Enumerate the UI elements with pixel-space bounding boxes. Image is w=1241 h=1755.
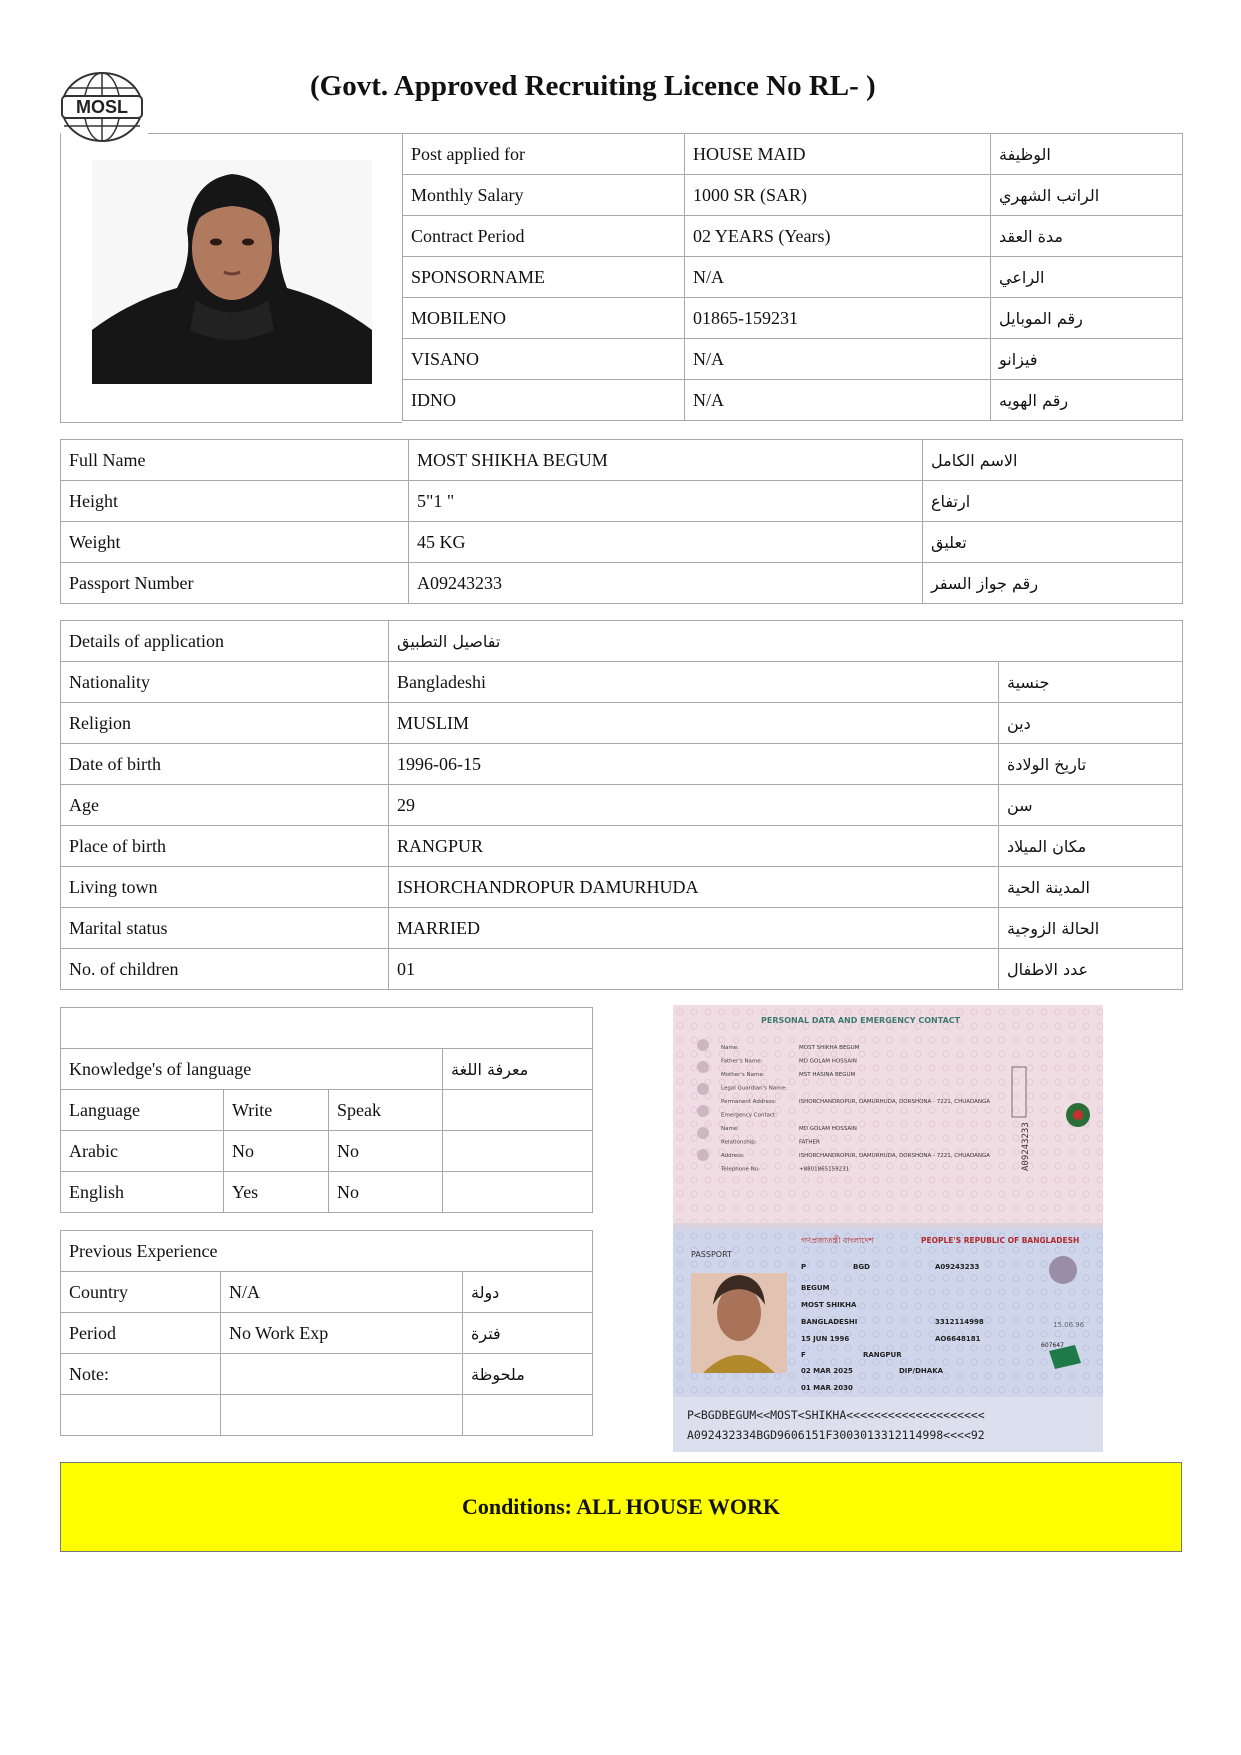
table-row: [403, 298, 1183, 339]
row-label: Full Name: [61, 440, 409, 481]
pp-field-value: MST HASINA BEGUM: [799, 1072, 856, 1078]
row-value: MUSLIM: [389, 703, 999, 744]
pp-field-value: ISHORCHANDROPUR, DAMURHUDA, DORSHONA - 7221, CHUADANGA: [799, 1153, 991, 1159]
blank-cell: [463, 1395, 593, 1436]
pp-field-label: Legal Guardian's Name:: [721, 1085, 787, 1092]
experience-title-row: [61, 1231, 593, 1272]
row-arabic-label: الاسم الكامل: [923, 440, 1183, 481]
pp-issue-date: 02 MAR 2025: [801, 1367, 853, 1375]
details-header-label: Details of application: [61, 621, 389, 662]
table-row: [403, 339, 1183, 380]
table-row: [61, 1313, 593, 1354]
pp-field-label: Address:: [721, 1153, 745, 1159]
row-arabic-label: فيزانو: [991, 339, 1183, 380]
blank-row: [61, 1395, 593, 1436]
pp-ghost-date: 15.06.96: [1053, 1321, 1085, 1329]
row-label: Note:: [61, 1354, 221, 1395]
language-title: Knowledge's of language: [61, 1049, 443, 1090]
row-value: 02 YEARS (Years): [685, 216, 991, 257]
row-value: 1000 SR (SAR): [685, 175, 991, 216]
blank-cell: [443, 1172, 593, 1213]
row-arabic-label: سن: [999, 785, 1183, 826]
row-value: 29: [389, 785, 999, 826]
details-header-arabic: تفاصيل التطبيق: [389, 621, 1183, 662]
row-value: 01865-159231: [685, 298, 991, 339]
language-blank-row: [61, 1008, 593, 1049]
pp-field-value: MD GOLAM HOSSAIN: [799, 1126, 857, 1132]
row-arabic-label: جنسية: [999, 662, 1183, 703]
row-value: N/A: [685, 339, 991, 380]
passport-side-number: A09243233: [1021, 1122, 1031, 1171]
passport-scan: [673, 1005, 1103, 1452]
row-value: [221, 1354, 463, 1395]
experience-table: [60, 1230, 593, 1436]
table-row: [61, 440, 1183, 481]
row-arabic-label: الوظيفة: [991, 134, 1183, 175]
row-label: Marital status: [61, 908, 389, 949]
language-title-arabic: معرفة اللغة: [443, 1049, 593, 1090]
language-title-row: [61, 1049, 593, 1090]
passport-word: PASSPORT: [691, 1250, 732, 1259]
col-language: Language: [61, 1090, 224, 1131]
details-header-row: [61, 621, 1183, 662]
pp-expiry: 01 MAR 2030: [801, 1384, 853, 1392]
passport-en-heading: PEOPLE'S REPUBLIC OF BANGLADESH: [921, 1236, 1080, 1245]
pp-field-label: Relationship:: [721, 1139, 757, 1146]
passport-top-heading: PERSONAL DATA AND EMERGENCY CONTACT: [761, 1016, 961, 1025]
row-label: Living town: [61, 867, 389, 908]
row-value: 01: [389, 949, 999, 990]
pp-field-value: +8801865159231: [799, 1166, 850, 1173]
row-label: Religion: [61, 703, 389, 744]
row-value: N/A: [221, 1272, 463, 1313]
blank-cell: [221, 1395, 463, 1436]
language-row: [61, 1172, 593, 1213]
pp-prev-passport: AO6648181: [935, 1335, 981, 1343]
table-row: [403, 175, 1183, 216]
pp-field-label: Name:: [721, 1126, 740, 1132]
table-row: [61, 826, 1183, 867]
row-arabic-label: عدد الاطفال: [999, 949, 1183, 990]
row-arabic-label: مدة العقد: [991, 216, 1183, 257]
language-table: [60, 1007, 593, 1213]
blank-cell: [61, 1395, 221, 1436]
row-label: Height: [61, 481, 409, 522]
row-value: 1996-06-15: [389, 744, 999, 785]
row-arabic-label: تعليق: [923, 522, 1183, 563]
language-speak: No: [329, 1131, 443, 1172]
pp-field-value: ISHORCHANDROPUR, DAMURHUDA, DORSHONA - 7221, CHUADANGA: [799, 1099, 991, 1105]
row-value: Bangladeshi: [389, 662, 999, 703]
row-arabic-label: مكان الميلاد: [999, 826, 1183, 867]
mrz-line-1: P<BGDBEGUM<<MOST<SHIKHA<<<<<<<<<<<<<<<<<<<<: [687, 1408, 985, 1422]
row-label: Country: [61, 1272, 221, 1313]
pp-field-label: Permanent Address:: [721, 1099, 777, 1105]
pp-type: P: [801, 1263, 807, 1271]
row-arabic-label: الراتب الشهري: [991, 175, 1183, 216]
table-row: [61, 949, 1183, 990]
row-arabic-label: دولة: [463, 1272, 593, 1313]
table-row: [403, 380, 1183, 421]
row-value: N/A: [685, 257, 991, 298]
row-arabic-label: ارتفاع: [923, 481, 1183, 522]
row-arabic-label: المدينة الحية: [999, 867, 1183, 908]
experience-title: Previous Experience: [61, 1231, 593, 1272]
row-label: IDNO: [403, 380, 685, 421]
page-title: (Govt. Approved Recruiting Licence No RL- ): [310, 70, 876, 102]
row-value: No Work Exp: [221, 1313, 463, 1354]
row-arabic-label: رقم الموبايل: [991, 298, 1183, 339]
blank-cell: [443, 1131, 593, 1172]
row-value: HOUSE MAID: [685, 134, 991, 175]
row-label: Place of birth: [61, 826, 389, 867]
language-name: Arabic: [61, 1131, 224, 1172]
row-arabic-label: دين: [999, 703, 1183, 744]
table-row: [61, 662, 1183, 703]
row-value: MARRIED: [389, 908, 999, 949]
pp-field-value: MD GOLAM HOSSAIN: [799, 1058, 857, 1065]
col-write: Write: [224, 1090, 329, 1131]
pp-field-label: Telephone No:: [721, 1166, 761, 1173]
row-label: Period: [61, 1313, 221, 1354]
row-value: RANGPUR: [389, 826, 999, 867]
row-value: MOST SHIKHA BEGUM: [409, 440, 923, 481]
row-arabic-label: تاريخ الولادة: [999, 744, 1183, 785]
row-label: No. of children: [61, 949, 389, 990]
row-label: Contract Period: [403, 216, 685, 257]
passport-image: [673, 1005, 1103, 1452]
language-row: [61, 1131, 593, 1172]
table-row: [61, 744, 1183, 785]
pp-field-label: Emergency Contact:: [721, 1112, 778, 1119]
row-label: Date of birth: [61, 744, 389, 785]
row-arabic-label: فترة: [463, 1313, 593, 1354]
pp-dob: 15 JUN 1996: [801, 1335, 850, 1343]
conditions-banner: Conditions: ALL HOUSE WORK: [60, 1462, 1182, 1552]
language-write: Yes: [224, 1172, 329, 1213]
row-arabic-label: رقم الهويه: [991, 380, 1183, 421]
table-row: [61, 703, 1183, 744]
pp-authority: DIP/DHAKA: [899, 1367, 944, 1375]
row-value: N/A: [685, 380, 991, 421]
row-label: Weight: [61, 522, 409, 563]
row-label: Post applied for: [403, 134, 685, 175]
row-value: ISHORCHANDROPUR DAMURHUDA: [389, 867, 999, 908]
row-label: SPONSORNAME: [403, 257, 685, 298]
row-label: Passport Number: [61, 563, 409, 604]
row-value: 5"1 ": [409, 481, 923, 522]
passport-bd-heading: গণপ্রজাতন্ত্রী বাংলাদেশ: [801, 1236, 874, 1245]
row-arabic-label: الراعي: [991, 257, 1183, 298]
table-row: [61, 1354, 593, 1395]
row-label: MOBILENO: [403, 298, 685, 339]
pp-nationality: BANGLADESHI: [801, 1318, 858, 1326]
language-name: English: [61, 1172, 224, 1213]
table-row: [61, 1272, 593, 1313]
table-row: [61, 481, 1183, 522]
language-speak: No: [329, 1172, 443, 1213]
row-label: Nationality: [61, 662, 389, 703]
logo-text: MOSL: [76, 97, 128, 117]
row-value: A09243233: [409, 563, 923, 604]
pp-field-value: FATHER: [799, 1139, 820, 1146]
table-row: [61, 785, 1183, 826]
pp-field-value: MOST SHIKHA BEGUM: [799, 1045, 860, 1051]
table-row: [61, 867, 1183, 908]
row-label: Monthly Salary: [403, 175, 685, 216]
language-write: No: [224, 1131, 329, 1172]
row-value: 45 KG: [409, 522, 923, 563]
col-speak: Speak: [329, 1090, 443, 1131]
row-arabic-label: رقم جواز السفر: [923, 563, 1183, 604]
table-row: [403, 134, 1183, 175]
table-row: [403, 216, 1183, 257]
table-row: [403, 257, 1183, 298]
pp-country: BGD: [853, 1263, 870, 1271]
row-arabic-label: الحالة الزوجية: [999, 908, 1183, 949]
table-row: [61, 908, 1183, 949]
row-arabic-label: ملحوظة: [463, 1354, 593, 1395]
pp-sex: F: [801, 1351, 806, 1359]
pp-pob: RANGPUR: [863, 1351, 902, 1359]
blank-cell: [61, 1008, 593, 1049]
job-table: [402, 133, 1183, 421]
pp-personal-no: 3312114998: [935, 1318, 984, 1326]
table-row: [61, 563, 1183, 604]
personal-table: [60, 439, 1183, 604]
applicant-photo: [92, 160, 372, 384]
pp-field-label: Mother's Name:: [721, 1072, 765, 1078]
pp-number: A09243233: [935, 1263, 980, 1271]
details-table: [60, 620, 1183, 990]
pp-field-label: Father's Name:: [721, 1058, 763, 1065]
blank-cell: [443, 1090, 593, 1131]
pp-field-label: Name:: [721, 1045, 740, 1051]
table-row: [61, 522, 1183, 563]
pp-surname: BEGUM: [801, 1284, 830, 1292]
row-label: Age: [61, 785, 389, 826]
mrz-line-2: A092432334BGD9606151F3003013312114998<<<<92: [687, 1428, 985, 1442]
pp-issue-no: 607647: [1041, 1342, 1064, 1349]
pp-given: MOST SHIKHA: [801, 1301, 857, 1309]
language-header-row: [61, 1090, 593, 1131]
row-label: VISANO: [403, 339, 685, 380]
